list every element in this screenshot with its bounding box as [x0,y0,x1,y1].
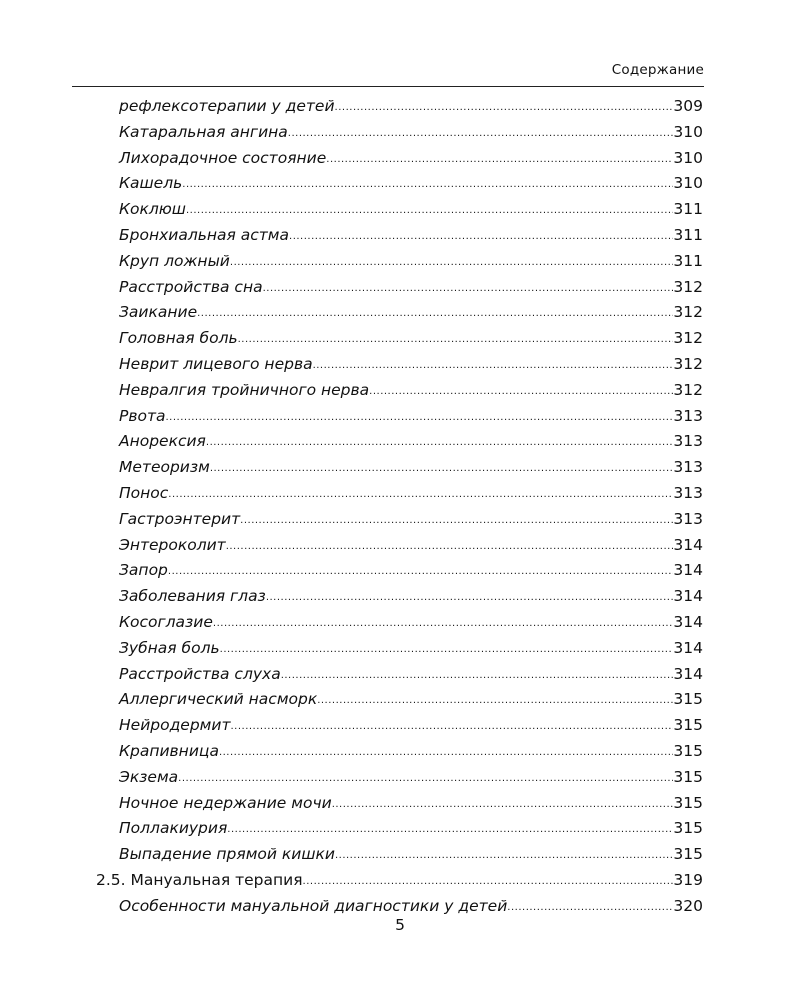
toc-leader-dots [219,740,673,766]
toc-entry-title: Нейродермит [119,716,231,735]
toc-leader-dots [227,817,673,843]
toc-leader-dots [326,147,673,173]
toc-entry-title: Бронхиальная астма [119,226,290,244]
toc-entry-page: 314 [673,561,703,580]
toc-leader-dots [317,688,673,714]
toc-entry-title: Заикание [119,303,198,322]
toc-entry-title: Заболевания глаз [119,587,266,606]
toc-entry [119,428,703,454]
toc-entry [119,893,703,919]
toc-leader-dots [168,482,673,508]
toc-entry-page: 311 [673,226,703,244]
toc-entry-title: Ночное недержание мочи [119,793,332,812]
toc-entry-title: Экзема [119,767,179,786]
toc-entry-title: Рвота [119,406,166,425]
toc-section-entry [96,867,703,893]
toc-entry-page: 313 [673,484,703,502]
toc-leader-dots [303,869,674,895]
toc-leader-dots [197,301,673,327]
toc-entry-page: 312 [673,277,703,296]
toc-entry-title: 2.5. Мануальная терапия [96,871,303,889]
toc-leader-dots [166,405,674,431]
toc-entry-title: Запор [119,561,168,580]
toc-entry-title: Особенности мануальной диагностики у детей [119,896,508,915]
toc-leader-dots [230,250,674,276]
toc-entry-page: 314 [673,613,703,631]
toc-leader-dots [226,534,674,560]
toc-entry-page: 315 [673,819,703,838]
toc-entry [119,583,703,609]
running-header: Содержание [611,62,704,78]
toc-leader-dots [289,224,673,250]
toc-entry [119,299,703,325]
toc-entry [119,557,703,583]
toc-entry-title: Круп ложный [119,251,230,270]
toc-entry-title: Гастроэнтерит [119,509,241,528]
toc-entry [119,119,703,145]
toc-entry-title: рефлексотерапии у детей [119,97,335,115]
toc-entry-page: 314 [673,638,703,657]
toc-entry-page: 312 [673,380,703,399]
toc-entry [119,325,703,351]
toc-entry-title: Зубная боль [119,638,220,657]
toc-leader-dots [168,559,674,585]
toc-entry-title: Коклюш [119,200,186,219]
toc-entry [119,506,703,532]
toc-entry [119,790,703,816]
toc-entry [119,222,703,248]
toc-leader-dots [210,456,674,482]
toc-entry-title: Головная боль [119,329,238,348]
toc-leader-dots [186,198,673,224]
toc-entry-title: Поллакиурия [119,819,228,838]
toc-entry-page: 313 [673,458,703,477]
toc-entry-page: 310 [673,122,703,141]
toc-entry [119,196,703,222]
toc-entry-page: 311 [673,251,703,270]
toc-entry [119,609,703,635]
toc-entry [119,93,703,119]
toc-entry [119,815,703,841]
page-number: 5 [395,916,405,934]
toc-leader-dots [332,792,674,818]
toc-leader-dots [263,276,674,302]
toc-entry-page: 314 [673,664,703,683]
toc-entry-title: Расстройства слуха [119,664,281,683]
toc-entry [119,635,703,661]
toc-entry-page: 310 [673,148,703,167]
toc-entry [119,712,703,738]
toc-entry [119,145,703,171]
toc-leader-dots [335,95,674,121]
toc-entry-page: 313 [673,509,703,528]
toc-entry-page: 319 [673,871,703,889]
toc-entry-page: 315 [673,793,703,812]
toc-leader-dots [182,172,673,198]
toc-entry [119,248,703,274]
toc-leader-dots [369,379,673,405]
toc-entry-page: 315 [673,742,703,760]
toc-leader-dots [266,585,674,611]
toc-entry-page: 313 [673,432,703,451]
toc-entry [119,738,703,764]
toc-entry-page: 315 [673,845,703,864]
toc-leader-dots [213,611,674,637]
toc-entry-title: Аллергический насморк [119,690,318,709]
toc-entry [119,764,703,790]
toc-entry [119,403,703,429]
toc-entry [119,661,703,687]
toc-leader-dots [281,663,674,689]
toc-entry-page: 314 [673,587,703,606]
toc-entry-page: 315 [673,767,703,786]
toc-entry [119,686,703,712]
toc-entry-title: Метеоризм [119,458,210,477]
toc-entry-title: Понос [119,484,169,502]
toc-entry-page: 313 [673,406,703,425]
toc-leader-dots [288,121,674,147]
toc-entry-title: Выпадение прямой кишки [119,845,335,864]
toc-entry [119,170,703,196]
toc-entry-title: Расстройства сна [119,277,263,296]
toc-entry-page: 309 [673,97,703,115]
toc-entry-title: Анорексия [119,432,206,451]
toc-entry-page: 315 [673,690,703,709]
toc-entry [119,841,703,867]
toc-leader-dots [238,327,674,353]
toc-entry [119,377,703,403]
toc-entry-page: 320 [673,896,703,915]
toc-leader-dots [240,508,673,534]
toc-leader-dots [313,353,674,379]
toc-leader-dots [206,430,674,456]
header-rule [72,86,704,87]
toc-entry-title: Неврит лицевого нерва [119,355,313,373]
toc-entry-page: 311 [673,200,703,219]
toc-entry-title: Крапивница [119,742,219,760]
toc-entry-title: Катаральная ангина [119,122,288,141]
toc-entry-page: 312 [673,355,703,373]
toc-entry [119,454,703,480]
toc-entry-page: 315 [673,716,703,735]
toc-entry [119,351,703,377]
toc-leader-dots [178,766,673,792]
toc-entry [119,274,703,300]
toc-entry-title: Энтероколит [119,535,226,554]
toc-entry-page: 314 [673,535,703,554]
toc-entry [119,532,703,558]
toc-entry-page: 312 [673,329,703,348]
toc-entry-title: Лихорадочное состояние [119,148,327,167]
toc-entry-title: Невралгия тройничного нерва [119,380,370,399]
toc-entry [119,480,703,506]
toc-entry-page: 310 [673,174,703,193]
toc-leader-dots [335,843,673,869]
toc-entry-title: Косоглазие [119,613,213,631]
toc-leader-dots [220,637,674,663]
toc-entry-title: Кашель [119,174,183,193]
toc-leader-dots [230,714,673,740]
toc-entry-page: 312 [673,303,703,322]
